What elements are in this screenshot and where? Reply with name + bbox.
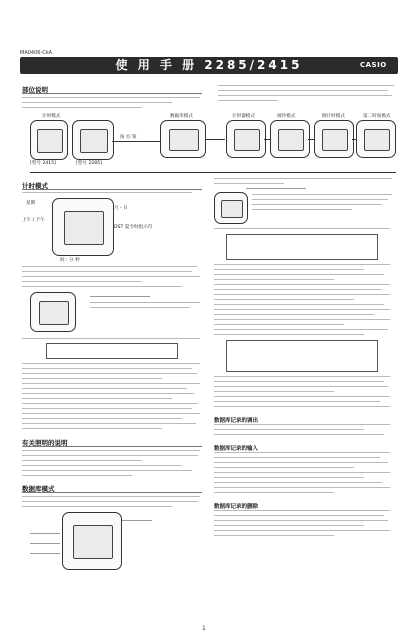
watch-databank-diagram	[62, 512, 122, 570]
text-line	[214, 472, 390, 473]
divider	[22, 492, 202, 493]
text-line	[252, 194, 392, 195]
diagram-label-stopwatch: 计时器模式	[232, 114, 255, 119]
text-line	[22, 506, 172, 507]
text-line	[214, 406, 390, 407]
text-line	[214, 319, 390, 320]
text-line	[214, 401, 380, 402]
text-line	[22, 450, 200, 451]
model-label-2285: [型号 2285]	[76, 161, 102, 166]
text-line	[214, 178, 392, 179]
text-line	[214, 183, 284, 184]
text-line	[214, 284, 390, 285]
text-line	[218, 100, 278, 101]
diagram-label-timekeeping: 计时模式	[42, 114, 61, 119]
text-line	[214, 324, 344, 325]
section-heading-edit: 数据库记录的输入	[214, 446, 259, 452]
text-line	[214, 467, 354, 468]
diagram-label-countdown: 倒计时模式	[322, 114, 345, 119]
text-line	[214, 487, 390, 488]
text-line	[22, 398, 172, 399]
text-line	[214, 482, 382, 483]
model-label-2415: [型号 2415]	[30, 161, 56, 166]
text-line	[22, 413, 200, 414]
text-line	[252, 209, 352, 210]
watch-alarm	[270, 120, 310, 158]
text-line	[214, 462, 388, 463]
text-line	[22, 276, 200, 277]
text-line	[214, 457, 380, 458]
text-line	[22, 192, 192, 193]
document-code: MA0406-CkA	[20, 50, 53, 56]
text-line	[214, 304, 384, 305]
text-line	[22, 107, 142, 108]
watch-illustration-2415	[30, 120, 68, 160]
text-line	[214, 477, 364, 478]
arrow	[352, 139, 356, 140]
text-line	[22, 338, 200, 339]
text-line	[22, 373, 197, 374]
text-line	[214, 309, 390, 310]
text-line	[218, 95, 392, 96]
section-heading-backlight: 有关照明的说明	[22, 439, 68, 447]
text-line	[22, 102, 172, 103]
text-line	[214, 391, 334, 392]
text-line	[22, 378, 162, 379]
text-line	[22, 393, 194, 394]
text-line	[22, 423, 196, 424]
text-line	[22, 460, 142, 461]
text-line	[214, 274, 384, 275]
page-title: 使 用 手 册 2285/2415	[115, 58, 303, 72]
press-b-label: 按 Ⓑ 钮	[120, 135, 137, 140]
watch-timekeeping-diagram	[52, 198, 114, 256]
text-line	[214, 429, 364, 430]
text-line	[22, 368, 192, 369]
text-line	[22, 363, 200, 364]
text-line	[214, 535, 334, 536]
arrow	[205, 139, 225, 140]
callout-line	[30, 543, 60, 544]
character-table-diagram	[226, 340, 378, 372]
watch-dualtime	[356, 120, 396, 158]
watch-illustration-2285	[72, 120, 114, 160]
text-line	[22, 465, 182, 466]
text-line	[252, 204, 382, 205]
text-line	[90, 302, 200, 303]
text-line	[214, 424, 390, 425]
text-line	[252, 199, 388, 200]
text-line	[214, 434, 384, 435]
text-line	[214, 452, 390, 453]
divider	[22, 446, 202, 447]
return-arrow	[30, 172, 396, 173]
text-line	[214, 396, 390, 397]
diagram-label-dualtime: 第二时间模式	[363, 114, 391, 119]
section-heading-intro: 部位说明	[22, 86, 48, 94]
text-line	[22, 408, 192, 409]
text-line	[214, 289, 382, 290]
arrow	[264, 139, 270, 140]
text-line	[22, 286, 182, 287]
text-line	[214, 334, 364, 335]
label-month-day: 月 - 日	[114, 206, 128, 211]
text-line	[214, 314, 374, 315]
brand-logo: CASIO	[360, 61, 387, 69]
diagram-label-alarm: 闹铃模式	[277, 114, 296, 119]
divider	[22, 189, 202, 190]
callout-line	[90, 296, 150, 297]
text-line	[214, 264, 390, 265]
text-line	[22, 455, 198, 456]
section-heading-recall: 数据库记录的调出	[214, 418, 259, 424]
text-line	[22, 388, 187, 389]
divider	[22, 93, 202, 94]
text-line	[218, 90, 388, 91]
text-line	[214, 269, 364, 270]
text-line	[214, 530, 390, 531]
text-line	[22, 97, 200, 98]
diagram-label-databank: 数据库模式	[170, 114, 193, 119]
callout-line	[30, 553, 60, 554]
text-line	[214, 376, 390, 377]
label-day-of-week: 星期	[26, 201, 36, 206]
text-line	[22, 496, 200, 497]
text-line	[22, 475, 132, 476]
section-heading-delete: 数据库记录的删除	[214, 504, 259, 510]
text-line	[22, 383, 200, 384]
text-line	[214, 515, 384, 516]
text-line	[214, 520, 388, 521]
text-line	[22, 418, 182, 419]
text-line	[90, 307, 190, 308]
text-line	[214, 299, 354, 300]
label-hour-min-sec: 时 : 分 秒	[60, 258, 80, 263]
text-line	[22, 266, 197, 267]
text-line	[214, 492, 334, 493]
subheading-line	[246, 188, 306, 189]
page-number: 1	[202, 625, 206, 632]
text-line	[214, 386, 388, 387]
text-line	[214, 329, 388, 330]
text-line	[214, 279, 334, 280]
arrow	[112, 141, 160, 142]
section-heading-databank: 数据库模式	[22, 485, 55, 493]
text-line	[22, 403, 198, 404]
text-line	[214, 381, 384, 382]
watch-stopwatch	[226, 120, 266, 158]
text-line	[22, 428, 162, 429]
watch-countdown	[314, 120, 354, 158]
watch-setting	[30, 292, 76, 332]
text-line	[214, 294, 390, 295]
arrow	[308, 139, 314, 140]
label-ampm: 上午 / 下午	[22, 218, 45, 223]
text-line	[22, 501, 198, 502]
label-dst: DST 夏令时指示符	[114, 225, 153, 230]
section-heading-timekeeping: 计时模式	[22, 182, 48, 190]
watch-databank	[160, 120, 206, 158]
text-line	[22, 271, 192, 272]
setting-sequence-diagram	[46, 343, 178, 359]
character-entry-diagram	[226, 234, 378, 260]
text-line	[214, 510, 390, 511]
text-line	[22, 470, 192, 471]
text-line	[214, 525, 364, 526]
text-line	[218, 85, 394, 86]
text-line	[214, 228, 390, 229]
watch-edit	[214, 192, 248, 224]
callout-line	[122, 520, 152, 521]
callout-line	[30, 533, 60, 534]
text-line	[22, 281, 142, 282]
